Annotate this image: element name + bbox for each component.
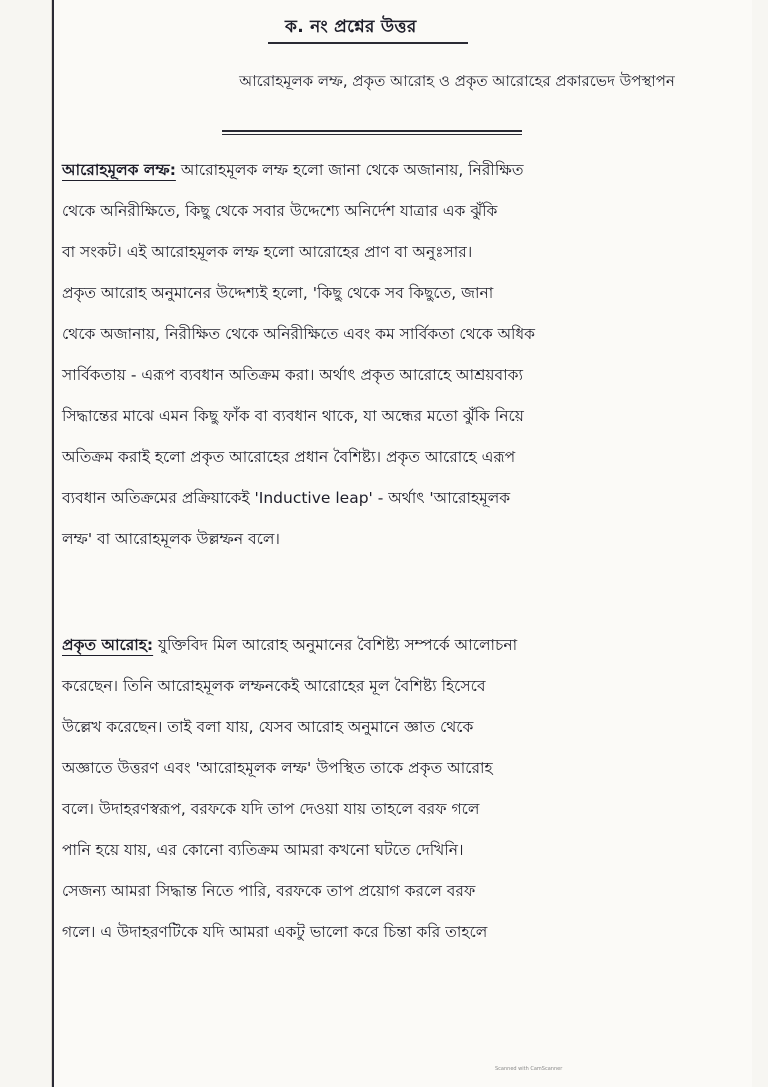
paragraph-line: সেজন্য আমরা সিদ্ধান্ত নিতে পারি, বরফকে তাপ প্রয়োগ করলে বরফ — [62, 882, 476, 900]
paragraph-line: করেছেন। তিনি আরোহমূলক লম্ফনকেই আরোহের মূল বৈশিষ্ট্য হিসেবে — [62, 677, 486, 695]
paragraph-line: সার্বিকতায় - এরূপ ব্যবধান অতিক্রম করা। অর্থাৎ প্রকৃত আরোহে আশ্রয়বাক্য — [62, 366, 524, 384]
heading-underline — [268, 42, 468, 44]
paragraph-real-induction — [62, 625, 752, 953]
paragraph-line: আরোহমূলক লম্ফ: আরোহমূলক লম্ফ হলো জানা থেকে অজানায়, নিরীক্ষিত — [62, 161, 524, 179]
paragraph-line: উল্লেখ করেছেন। তাই বলা যায়, যেসব আরোহ অনুমানে জ্ঞাত থেকে — [62, 718, 474, 736]
paragraph-line: সিদ্ধান্তের মাঝে এমন কিছু ফাঁক বা ব্যবধান থাকে, যা অন্ধের মতো ঝুঁকি নিয়ে — [62, 407, 524, 425]
scanner-watermark: Scanned with CamScanner — [495, 1066, 563, 1072]
subtitle-underline-second — [222, 134, 522, 135]
paragraph-line: গলে। এ উদাহরণটিকে যদি আমরা একটু ভালো করে চিন্তা করি তাহলে — [62, 923, 488, 941]
term-real-induction: প্রকৃত আরোহ: — [62, 636, 154, 654]
paragraph-inductive-leap — [62, 150, 752, 560]
paragraph-line: থেকে অজানায়, নিরীক্ষিত থেকে অনিরীক্ষিতে এবং কম সার্বিকতা থেকে অধিক — [62, 325, 536, 343]
paragraph-line: অজ্ঞাতে উত্তরণ এবং 'আরোহমূলক লম্ফ' উপস্থিত তাকে প্রকৃত আরোহ — [62, 759, 493, 777]
paragraph-line: লম্ফ' বা আরোহমূলক উল্লম্ফন বলে। — [62, 530, 280, 548]
page-margin-line — [52, 0, 54, 1087]
subtitle-underline — [222, 130, 522, 132]
paragraph-line: প্রকৃত আরোহ: যুক্তিবিদ মিল আরোহ অনুমানের বৈশিষ্ট্য সম্পর্কে আলোচনা — [62, 636, 518, 654]
paragraph-line: থেকে অনিরীক্ষিতে, কিছু থেকে সবার উদ্দেশ্যে অনির্দেশ যাত্রার এক ঝুঁকি — [62, 202, 498, 220]
answer-heading: ক. নং প্রশ্নের উত্তর — [285, 17, 417, 37]
paragraph-line: বলে। উদাহরণস্বরূপ, বরফকে যদি তাপ দেওয়া যায় তাহলে বরফ গলে — [62, 800, 480, 818]
term-inductive-leap: আরোহমূলক লম্ফ: — [62, 161, 176, 179]
paragraph-line: অতিক্রম করাই হলো প্রকৃত আরোহের প্রধান বৈশিষ্ট্য। প্রকৃত আরোহে এরূপ — [62, 448, 516, 466]
paragraph-line: প্রকৃত আরোহ অনুমানের উদ্দেশ্যই হলো, 'কিছু থেকে সব কিছুতে, জানা — [62, 284, 494, 302]
paragraph-line: ব্যবধান অতিক্রমের প্রক্রিয়াকেই 'Inductive leap' - অর্থাৎ 'আরোহমূলক — [62, 489, 511, 507]
answer-subtitle: আরোহমূলক লম্ফ, প্রকৃত আরোহ ও প্রকৃত আরোহের প্রকারভেদ উপস্থাপন — [239, 72, 675, 90]
paragraph-line: বা সংকট। এই আরোহমূলক লম্ফ হলো আরোহের প্রাণ বা অনুঃসার। — [62, 243, 473, 261]
paragraph-line: পানি হয়ে যায়, এর কোনো ব্যতিক্রম আমরা কখনো ঘটতে দেখিনি। — [62, 841, 464, 859]
